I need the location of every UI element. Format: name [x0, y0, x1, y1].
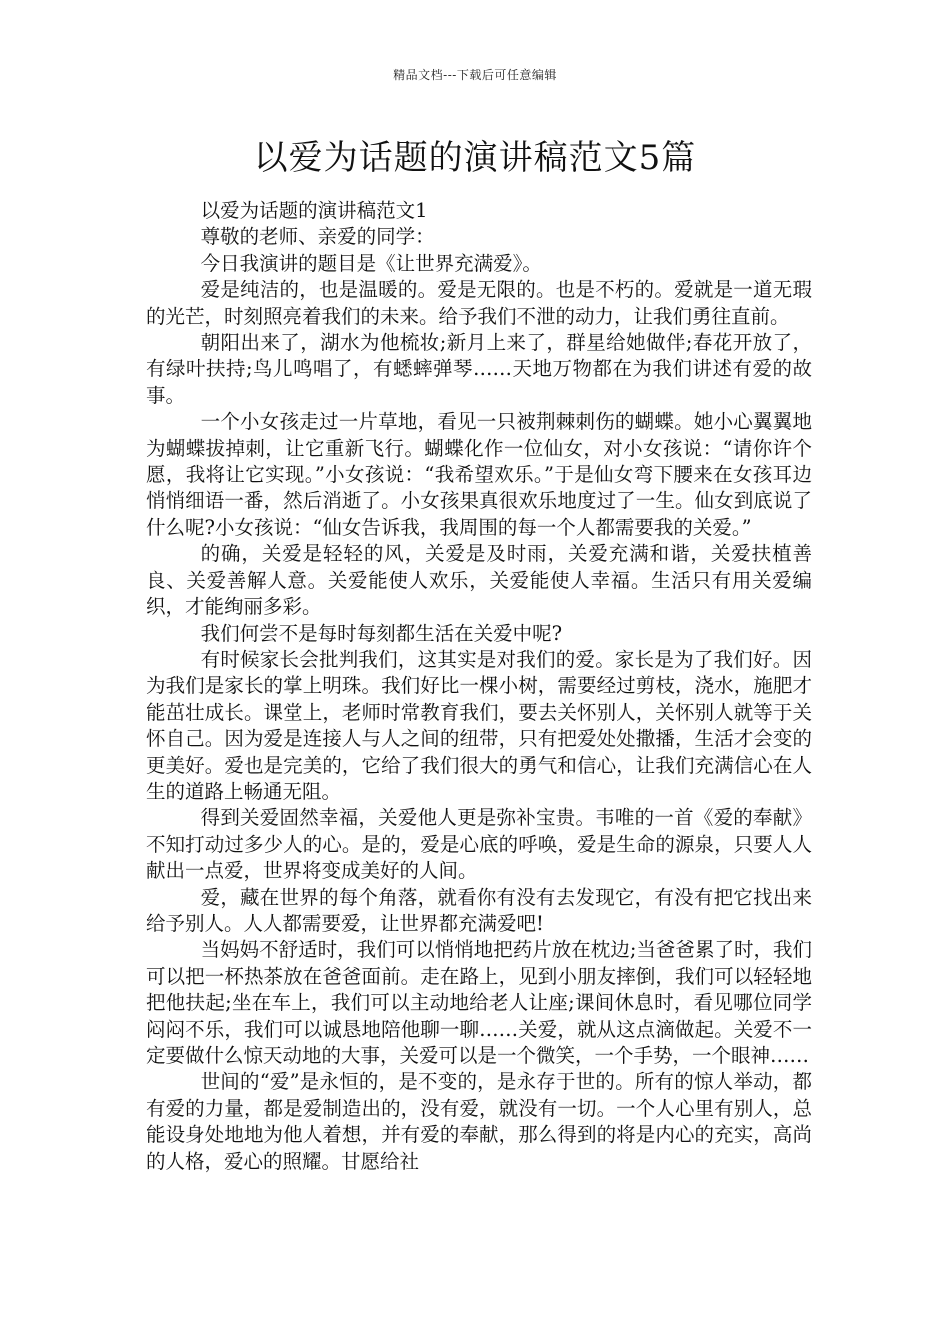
paragraph: 爱，藏在世界的每个角落，就看你有没有去发现它，有没有把它找出来给予别人。人人都需要爱，让世界都充满爱吧! — [146, 885, 812, 935]
paragraph: 得到关爱固然幸福，关爱他人更是弥补宝贵。韦唯的一首《爱的奉献》不知打动过多少人的心。是的，爱是心底的呼唤，爱是生命的源泉，只要人人献出一点爱，世界将变成美好的人间。 — [146, 806, 812, 883]
paragraph: 一个小女孩走过一片草地，看见一只被荆棘刺伤的蝴蝶。她小心翼翼地为蝴蝶拔掉刺，让它重新飞行。蝴蝶化作一位仙女，对小女孩说：“请你许个愿，我将让它实现。”小女孩说：“我希望欢乐。”于是仙女弯下腰来在女孩耳边悄悄细语一番，然后消逝了。小女孩果真很欢乐地度过了一生。仙女到底说了什么呢?小女孩说：“仙女告诉我，我周围的每一个人都需要我的关爱。” — [146, 410, 812, 539]
header-note: 精品文档---下载后可任意编辑 — [393, 68, 557, 82]
paragraph: 世间的“爱”是永恒的，是不变的，是永存于世的。所有的惊人举动，都有爱的力量，都是爱制造出的，没有爱，就没有一切。一个人心里有别人，总能设身处地地为他人着想，并有爱的奉献，那么得到的将是内心的充实，高尚的人格，爱心的照耀。甘愿给社 — [146, 1070, 812, 1173]
paragraph: 我们何尝不是每时每刻都生活在关爱中呢? — [200, 621, 563, 645]
paragraph-salutation: 尊敬的老师、亲爱的同学： — [200, 225, 435, 249]
paragraph-subtitle: 以爱为话题的演讲稿范文1 — [200, 199, 428, 222]
paragraph: 当妈妈不舒适时，我们可以悄悄地把药片放在枕边;当爸爸累了时，我们可以把一杯热茶放在爸爸面前。走在路上，见到小朋友摔倒，我们可以轻轻地把他扶起;坐在车上，我们可以主动地给老人让座;课间休息时，看见哪位同学闷闷不乐，我们可以诚恳地陪他聊一聊……关爱，就从这点滴做起。关爱不一定要做什么惊天动地的大事，关爱可以是一个微笑，一个手势，一个眼神…… — [146, 938, 812, 1067]
paragraph: 的确，关爱是轻轻的风，关爱是及时雨，关爱充满和谐，关爱扶植善良、关爱善解人意。关爱能使人欢乐，关爱能使人幸福。生活只有用关爱编织，才能绚丽多彩。 — [146, 542, 812, 619]
paragraph: 爱是纯洁的，也是温暖的。爱是无限的。也是不朽的。爱就是一道无瑕的光芒，时刻照亮着我们的未来。给予我们不泄的动力，让我们勇往直前。 — [146, 278, 812, 328]
document-title: 以爱为话题的演讲稿范文5篇 — [253, 138, 697, 178]
paragraph: 朝阳出来了，湖水为他梳妆;新月上来了，群星给她做伴;春花开放了，有绿叶扶持;鸟儿鸣唱了，有蟋蟀弹琴……天地万物都在为我们讲述有爱的故事。 — [146, 331, 812, 407]
document-body — [146, 198, 812, 1175]
paragraph: 有时候家长会批判我们，这其实是对我们的爱。家长是为了我们好。因为我们是家长的掌上明珠。我们好比一棵小树，需要经过剪枝，浇水，施肥才能茁壮成长。课堂上，老师时常教育我们，要去关怀别人，关怀别人就等于关怀自己。因为爱是连接人与人之间的纽带，只有把爱处处撒播，生活才会变的更美好。爱也是完美的，它给了我们很大的勇气和信心，让我们充满信心在人生的道路上畅通无阻。 — [146, 647, 812, 803]
paragraph-topic: 今日我演讲的题目是《让世界充满爱》。 — [200, 251, 542, 275]
